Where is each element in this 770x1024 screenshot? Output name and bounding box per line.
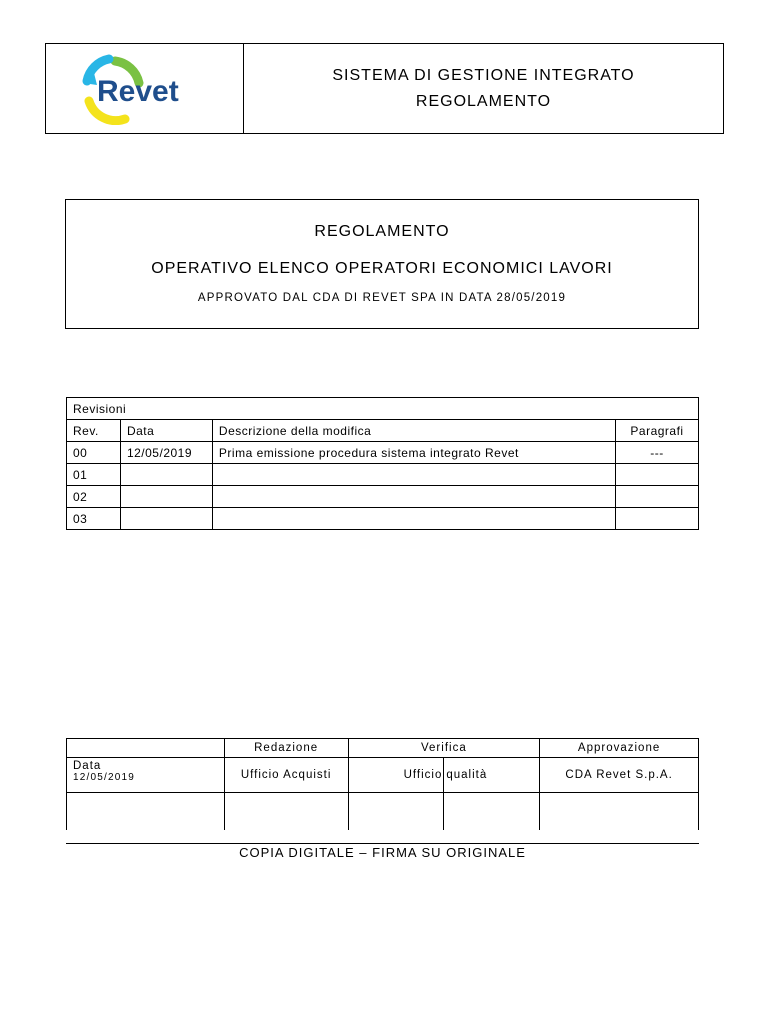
revisions-table	[66, 397, 699, 530]
document-type: REGOLAMENTO	[314, 223, 450, 240]
cell-descrizione: Prima emissione procedura sistema integrato Revet	[212, 442, 615, 464]
sign-cell-redazione	[224, 793, 348, 831]
signatures-header-row	[67, 739, 699, 758]
document-header	[45, 43, 724, 134]
cell-data	[120, 508, 212, 530]
col-header-redazione: Redazione	[224, 739, 348, 758]
cell-paragrafi	[616, 464, 699, 486]
date-value: 12/05/2019	[73, 772, 136, 783]
table-row	[67, 508, 699, 530]
date-cell	[67, 758, 225, 793]
table-row	[67, 486, 699, 508]
signature-line	[66, 843, 699, 844]
table-row	[67, 442, 699, 464]
col-header-verifica: Verifica	[348, 739, 540, 758]
col-header-data: Data	[120, 420, 212, 442]
signatures-sign-row	[67, 793, 699, 831]
cell-data	[120, 486, 212, 508]
cell-descrizione	[212, 486, 615, 508]
redazione-cell: Ufficio Acquisti	[224, 758, 348, 793]
sign-cell-approvazione	[540, 793, 699, 831]
cell-paragrafi	[616, 508, 699, 530]
verifica-cell-left: Ufficio	[348, 758, 444, 793]
cell-data	[120, 464, 212, 486]
signatures-table	[66, 738, 699, 830]
logo-wordmark: Revet	[96, 74, 179, 108]
cell-rev: 00	[67, 442, 121, 464]
sign-cell-date	[67, 793, 225, 831]
col-header-paragrafi: Paragrafi	[616, 420, 699, 442]
empty-header-cell	[67, 739, 225, 758]
sign-cell-verifica-right	[444, 793, 540, 831]
verifica-cell-right: qualità	[444, 758, 540, 793]
document-title-box	[65, 199, 699, 329]
footer-note: COPIA DIGITALE – FIRMA SU ORIGINALE	[239, 845, 526, 860]
logo-cell	[46, 44, 244, 133]
cell-descrizione	[212, 464, 615, 486]
cell-rev: 02	[67, 486, 121, 508]
col-header-approvazione: Approvazione	[540, 739, 699, 758]
table-row	[67, 464, 699, 486]
cell-descrizione	[212, 508, 615, 530]
approvazione-cell: CDA Revet S.p.A.	[540, 758, 699, 793]
sign-cell-verifica-left	[348, 793, 444, 831]
cell-rev: 01	[67, 464, 121, 486]
signatures-data-row	[67, 758, 699, 793]
cell-paragrafi	[616, 486, 699, 508]
header-title-line1: SISTEMA DI GESTIONE INTEGRATO	[332, 66, 635, 84]
cell-data: 12/05/2019	[120, 442, 212, 464]
header-title-line2: REGOLAMENTO	[415, 92, 552, 110]
document-title: OPERATIVO ELENCO OPERATORI ECONOMICI LAVORI	[151, 260, 613, 277]
header-title	[244, 44, 723, 133]
col-header-rev: Rev.	[67, 420, 121, 442]
date-label: Data	[73, 760, 102, 772]
revisions-caption: Revisioni	[67, 398, 699, 420]
cell-rev: 03	[67, 508, 121, 530]
revisions-header-row	[67, 420, 699, 442]
approval-note: APPROVATO DAL CDA DI REVET SPA IN DATA 28/05/2019	[197, 292, 567, 304]
col-header-descrizione: Descrizione della modifica	[212, 420, 615, 442]
revet-logo	[75, 53, 215, 125]
cell-paragrafi: ---	[616, 442, 699, 464]
